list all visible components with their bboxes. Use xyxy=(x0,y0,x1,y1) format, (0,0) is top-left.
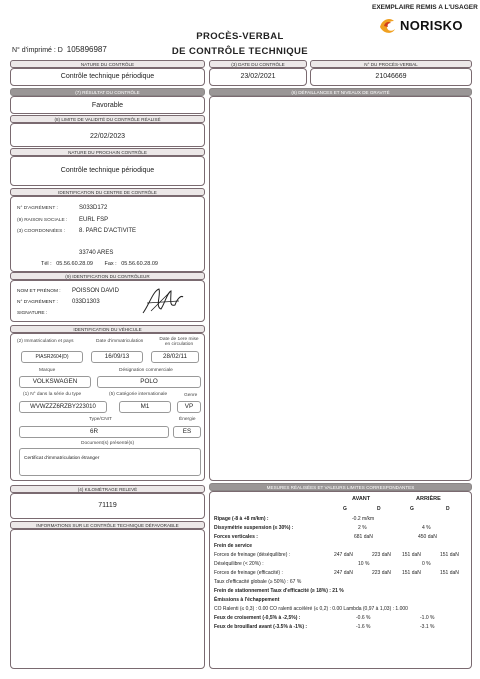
ff-eff-ag: 247 daN xyxy=(334,570,353,576)
croisement-arriere: -1.0 % xyxy=(420,615,435,621)
print-number-label: N° d'imprimé : D xyxy=(12,47,63,54)
disym-arriere: 4 % xyxy=(422,525,431,531)
brand-note: EXEMPLAIRE REMIS A L'USAGER xyxy=(372,4,478,11)
ff-deseq-ad: 223 daN xyxy=(372,552,391,558)
docs-box xyxy=(19,448,201,476)
result-header: (7) RÉSULTAT DU CONTRÔLE xyxy=(10,88,205,96)
next-value: Contrôle technique périodique xyxy=(60,167,155,174)
vehicle-header: IDENTIFICATION DU VÉHICULE xyxy=(10,325,205,333)
vin-label: (1) N° dans la série du type xyxy=(23,392,82,397)
col-arriere: ARRIÈRE xyxy=(416,496,441,502)
centre-tel-label: Tél : xyxy=(41,261,52,267)
frein-service: Frein de service xyxy=(214,543,253,549)
energy-field: ES xyxy=(173,426,201,438)
controller-box xyxy=(10,280,205,322)
brand-logo xyxy=(378,15,478,35)
model-field: POLO xyxy=(97,376,201,388)
centre-agrement-label: N° D'AGRÉMENT : xyxy=(17,206,58,211)
brand-field: VOLKSWAGEN xyxy=(19,376,91,388)
ripage-value: -0.2 m/km xyxy=(352,516,375,522)
co-line: CO Ralenti (≤ 0,3) : 0.00 CO ralenti accéléré (≤ 0,2) : 0.00 Lambda (0,97 à 1,03) : 1.000 xyxy=(214,606,408,612)
deseq-avant: 10 % xyxy=(358,561,370,567)
defects-header: (6) DÉFAILLANCES ET NIVEAUX DE GRAVITÉ xyxy=(209,88,472,96)
energy-label: Énergie xyxy=(179,417,196,422)
vehicle-box xyxy=(10,333,205,481)
ff-eff-label: Forces de freinage (efficacité) : xyxy=(214,570,283,576)
page-title-line1: PROCÈS-VERBAL xyxy=(196,31,284,42)
centre-fax-label: Fax : xyxy=(104,261,117,267)
disym-label: Dissymétrie suspension (≤ 30%) : xyxy=(214,525,294,531)
result-value: Favorable xyxy=(91,102,124,109)
centre-box xyxy=(10,196,205,272)
centre-header: IDENTIFICATION DU CENTRE DE CONTRÔLE xyxy=(10,188,205,196)
next-box xyxy=(10,156,205,186)
ff-eff-rg: 151 daN xyxy=(402,570,421,576)
nature-value: Contrôle technique périodique xyxy=(60,73,155,80)
col-avant: AVANT xyxy=(352,496,371,502)
model-label: Désignation commerciale xyxy=(119,368,173,373)
immat-label: (2) Immatriculation et pays xyxy=(17,339,74,344)
centre-fax-value: 05.56.60.28.09 xyxy=(121,261,158,267)
forces-v-avant: 681 daN xyxy=(354,534,373,540)
ff-deseq-ag: 247 daN xyxy=(334,552,353,558)
nature-header: NATURE DU CONTRÔLE xyxy=(10,60,205,68)
centre-city: 33740 ARES xyxy=(79,250,114,256)
brouillard-label: Feux de brouillard avant (-3.5% à -1%) : xyxy=(214,624,308,630)
deseq-label: Déséquilibre (< 20%) : xyxy=(214,561,264,567)
page-title-line2: DE CONTRÔLE TECHNIQUE xyxy=(171,46,309,57)
centre-raison-label: (9) RAISON SOCIALE : xyxy=(17,218,68,223)
centre-tel-value: 05.56.60.28.09 xyxy=(56,261,93,267)
docs-label: Document(s) présenté(s) xyxy=(81,441,135,446)
immat-date-label: Date d'immatriculation xyxy=(96,339,144,344)
forces-v-arriere: 450 daN xyxy=(418,534,437,540)
vin-field: WVWZZZ6RZBY223010 xyxy=(19,401,107,413)
validity-box xyxy=(10,123,205,147)
controller-name-label: NOM ET PRÉNOM : xyxy=(17,289,61,294)
controller-agrement-label: N° D'AGRÉMENT : xyxy=(17,300,58,305)
centre-agrement-value: S033D172 xyxy=(79,205,108,211)
genre-field: VP xyxy=(177,401,201,413)
print-number xyxy=(12,45,107,54)
km-box xyxy=(10,493,205,519)
croisement-label: Feux de croisement (-0,5% à -2,5%) : xyxy=(214,615,301,621)
pv-value: 21046669 xyxy=(375,73,407,80)
ff-deseq-rd: 151 daN xyxy=(440,552,459,558)
forces-v-label: Forces verticales : xyxy=(214,534,258,540)
validity-header: (8) LIMITE DE VALIDITÉ DU CONTRÔLE RÉALISÉ xyxy=(10,115,205,123)
ff-deseq-rg: 151 daN xyxy=(402,552,421,558)
brouillard-arriere: -3.1 % xyxy=(420,624,435,630)
print-number-value: 105896987 xyxy=(66,45,107,54)
info-header: INFORMATIONS SUR LE CONTRÔLE TECHNIQUE DÉFAVORABLE xyxy=(10,521,205,529)
brand-name: NORISKO xyxy=(400,18,463,33)
controller-header: (9) IDENTIFICATION DU CONTRÔLEUR xyxy=(10,272,205,280)
result-box xyxy=(10,96,205,114)
circ-date-field: 28/02/11 xyxy=(151,351,199,363)
centre-raison-value: EURL FSP xyxy=(79,217,109,223)
category-label: (5) Catégorie internationale xyxy=(109,392,168,397)
centre-coord-value: 8. PARC D'ACTIVITE xyxy=(79,228,137,234)
col-avant-g: G xyxy=(343,506,347,512)
deseq-arriere: 0 % xyxy=(422,561,431,567)
disym-avant: 2 % xyxy=(358,525,367,531)
docs-value: Certificat d'immatriculation étranger xyxy=(24,456,100,461)
taux-global: Taux d'efficacité globale (≥ 50%) : 67 % xyxy=(214,579,302,585)
circ-date-label: Date de 1ere mise en circulation xyxy=(159,337,199,347)
date-header: (3) DATE DU CONTRÔLE xyxy=(209,60,307,68)
norisko-flame-icon xyxy=(378,15,398,35)
col-avant-d: D xyxy=(377,506,381,512)
type-label: Type/CNIT xyxy=(89,417,112,422)
ripage-label: Ripage (-8 à +8 m/km) : xyxy=(214,516,269,522)
signature-scribble xyxy=(139,285,187,319)
controller-name-value: POISSON DAVID xyxy=(72,288,119,294)
next-header: NATURE DU PROCHAIN CONTRÔLE xyxy=(10,148,205,156)
ff-eff-rd: 151 daN xyxy=(440,570,459,576)
measures-header: MESURES RÉALISÉES ET VALEURS LIMITES CORRESPONDANTES xyxy=(209,483,472,491)
immat-date-field: 16/09/13 xyxy=(91,351,143,363)
ff-eff-ad: 223 daN xyxy=(372,570,391,576)
controller-agrement-value: 033D1303 xyxy=(72,299,100,305)
col-arriere-g: G xyxy=(410,506,414,512)
brand-label: Marque xyxy=(39,368,56,373)
date-value: 23/02/2021 xyxy=(240,73,276,80)
brouillard-avant: -1.6 % xyxy=(356,624,371,630)
info-box xyxy=(10,529,205,669)
centre-coord-label: (3) COORDONNÉES : xyxy=(17,229,65,234)
km-header: (4) KILOMÉTRAGE RELEVÉ xyxy=(10,485,205,493)
col-arriere-d: D xyxy=(446,506,450,512)
stationnement: Frein de stationnement Taux d'efficacité (≥ 18%) : 21 % xyxy=(214,588,344,594)
date-box xyxy=(209,68,307,86)
pv-header: N° DU PROCÈS-VERBAL xyxy=(310,60,472,68)
nature-box xyxy=(10,68,205,86)
km-value: 71119 xyxy=(98,502,117,509)
pv-box xyxy=(310,68,472,86)
centre-tel xyxy=(41,261,158,267)
type-field: 6R xyxy=(19,426,169,438)
croisement-avant: -0.6 % xyxy=(356,615,371,621)
plate-field: PIASR2604(D) xyxy=(21,351,83,363)
validity-value: 22/02/2023 xyxy=(89,133,126,140)
ff-deseq-label: Forces de freinage (déséquilibre) : xyxy=(214,552,291,558)
genre-label: Genre xyxy=(184,393,198,398)
category-field: M1 xyxy=(119,401,171,413)
emissions: Émissions à l'échappement xyxy=(214,597,280,603)
defects-box xyxy=(209,96,472,481)
controller-signature-label: SIGNATURE : xyxy=(17,311,48,316)
measures-box xyxy=(209,491,472,669)
